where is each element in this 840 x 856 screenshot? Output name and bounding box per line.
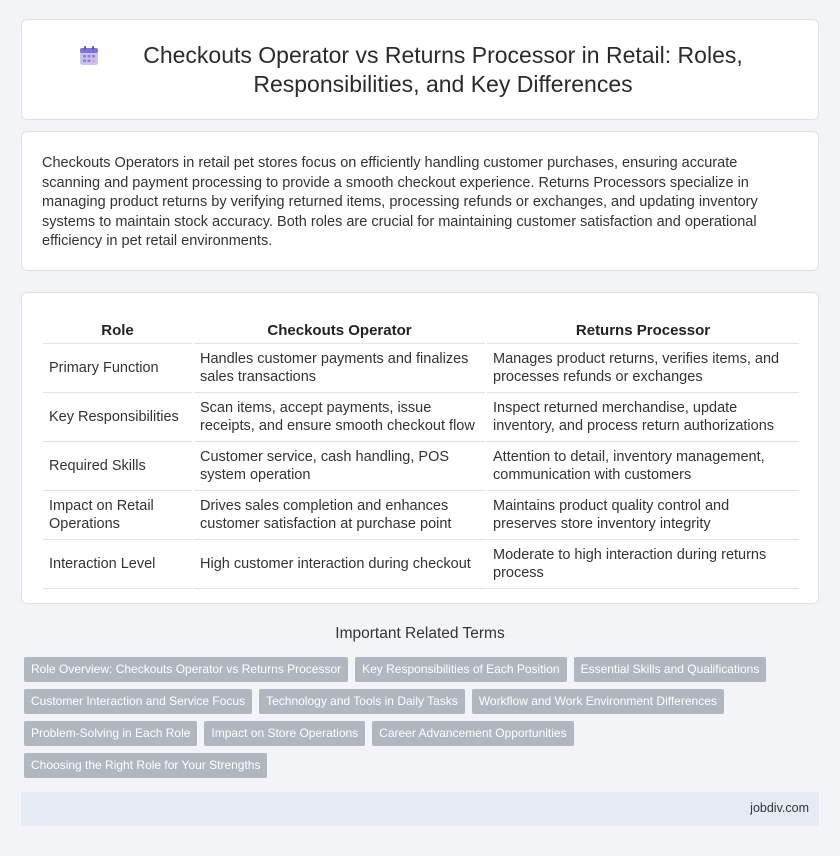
returns-processor-cell: Maintains product quality control and preserves store inventory integrity: [486, 490, 799, 539]
returns-processor-cell: Manages product returns, verifies items, and processes refunds or exchanges: [486, 343, 799, 392]
footer: [21, 792, 819, 826]
header-card: [21, 19, 819, 120]
table-row: [43, 490, 799, 539]
row-label: Required Skills: [43, 441, 193, 490]
header-checkouts-operator: Checkouts Operator: [193, 313, 486, 343]
intro-card: [21, 131, 819, 271]
header-returns-processor: Returns Processor: [575, 322, 711, 340]
related-term-tag[interactable]: Workflow and Work Environment Differences: [472, 689, 724, 714]
related-terms-tags: [24, 657, 804, 785]
returns-processor-cell: Inspect returned merchandise, update inventory, and process return authorizations: [486, 392, 799, 441]
row-label: Interaction Level: [43, 539, 193, 588]
header-role: Role: [43, 313, 193, 343]
related-term-tag[interactable]: Role Overview: Checkouts Operator vs Returns Processor: [24, 657, 348, 682]
related-term-tag[interactable]: Technology and Tools in Daily Tasks: [259, 689, 465, 714]
returns-processor-cell: Attention to detail, inventory management, communication with customers: [486, 441, 799, 490]
related-term-tag[interactable]: Problem-Solving in Each Role: [24, 721, 197, 746]
related-term-tag[interactable]: Customer Interaction and Service Focus: [24, 689, 252, 714]
comparison-table: [43, 313, 799, 589]
table-row: [43, 343, 799, 392]
table-row: [43, 539, 799, 588]
row-label: Primary Function: [43, 343, 193, 392]
page-title: Checkouts Operator vs Returns Processor in Retail: Roles, Responsibilities, and Key Differences: [143, 41, 743, 97]
table-row: [43, 392, 799, 441]
row-label: Key Responsibilities: [43, 392, 193, 441]
returns-processor-cell: Moderate to high interaction during returns process: [486, 539, 799, 588]
related-terms-title: Important Related Terms: [335, 625, 505, 642]
related-term-tag[interactable]: Impact on Store Operations: [204, 721, 365, 746]
comparison-table-card: [21, 292, 819, 604]
related-term-tag[interactable]: Career Advancement Opportunities: [372, 721, 573, 746]
checkouts-operator-cell: Handles customer payments and finalizes sales transactions: [193, 343, 486, 392]
title-wrap: [22, 20, 818, 119]
table-row: [43, 441, 799, 490]
related-term-tag[interactable]: Choosing the Right Role for Your Strengths: [24, 753, 267, 778]
footer-site-link[interactable]: jobdiv.com: [750, 801, 809, 815]
table-header-row: [43, 313, 799, 343]
checkouts-operator-cell: High customer interaction during checkout: [193, 539, 486, 588]
intro-paragraph: Checkouts Operators in retail pet stores focus on efficiently handling customer purchases, ensuring accurate scanning and payment processing to provide a smooth checkout experience. Returns Processors specialize in managing product returns by verifying returned items, processing refunds or exchanges, and updating inventory systems to maintain stock accuracy. Both roles are crucial for maintaining customer satisfaction and operational efficiency in pet retail environments.: [42, 155, 758, 250]
checkouts-operator-cell: Scan items, accept payments, issue receipts, and ensure smooth checkout flow: [193, 392, 486, 441]
related-term-tag[interactable]: Essential Skills and Qualifications: [574, 657, 767, 682]
related-term-tag[interactable]: Key Responsibilities of Each Position: [355, 657, 566, 682]
calendar-icon: [77, 44, 101, 68]
row-label: Impact on Retail Operations: [43, 490, 193, 539]
checkouts-operator-cell: Drives sales completion and enhances customer satisfaction at purchase point: [193, 490, 486, 539]
checkouts-operator-cell: Customer service, cash handling, POS system operation: [193, 441, 486, 490]
